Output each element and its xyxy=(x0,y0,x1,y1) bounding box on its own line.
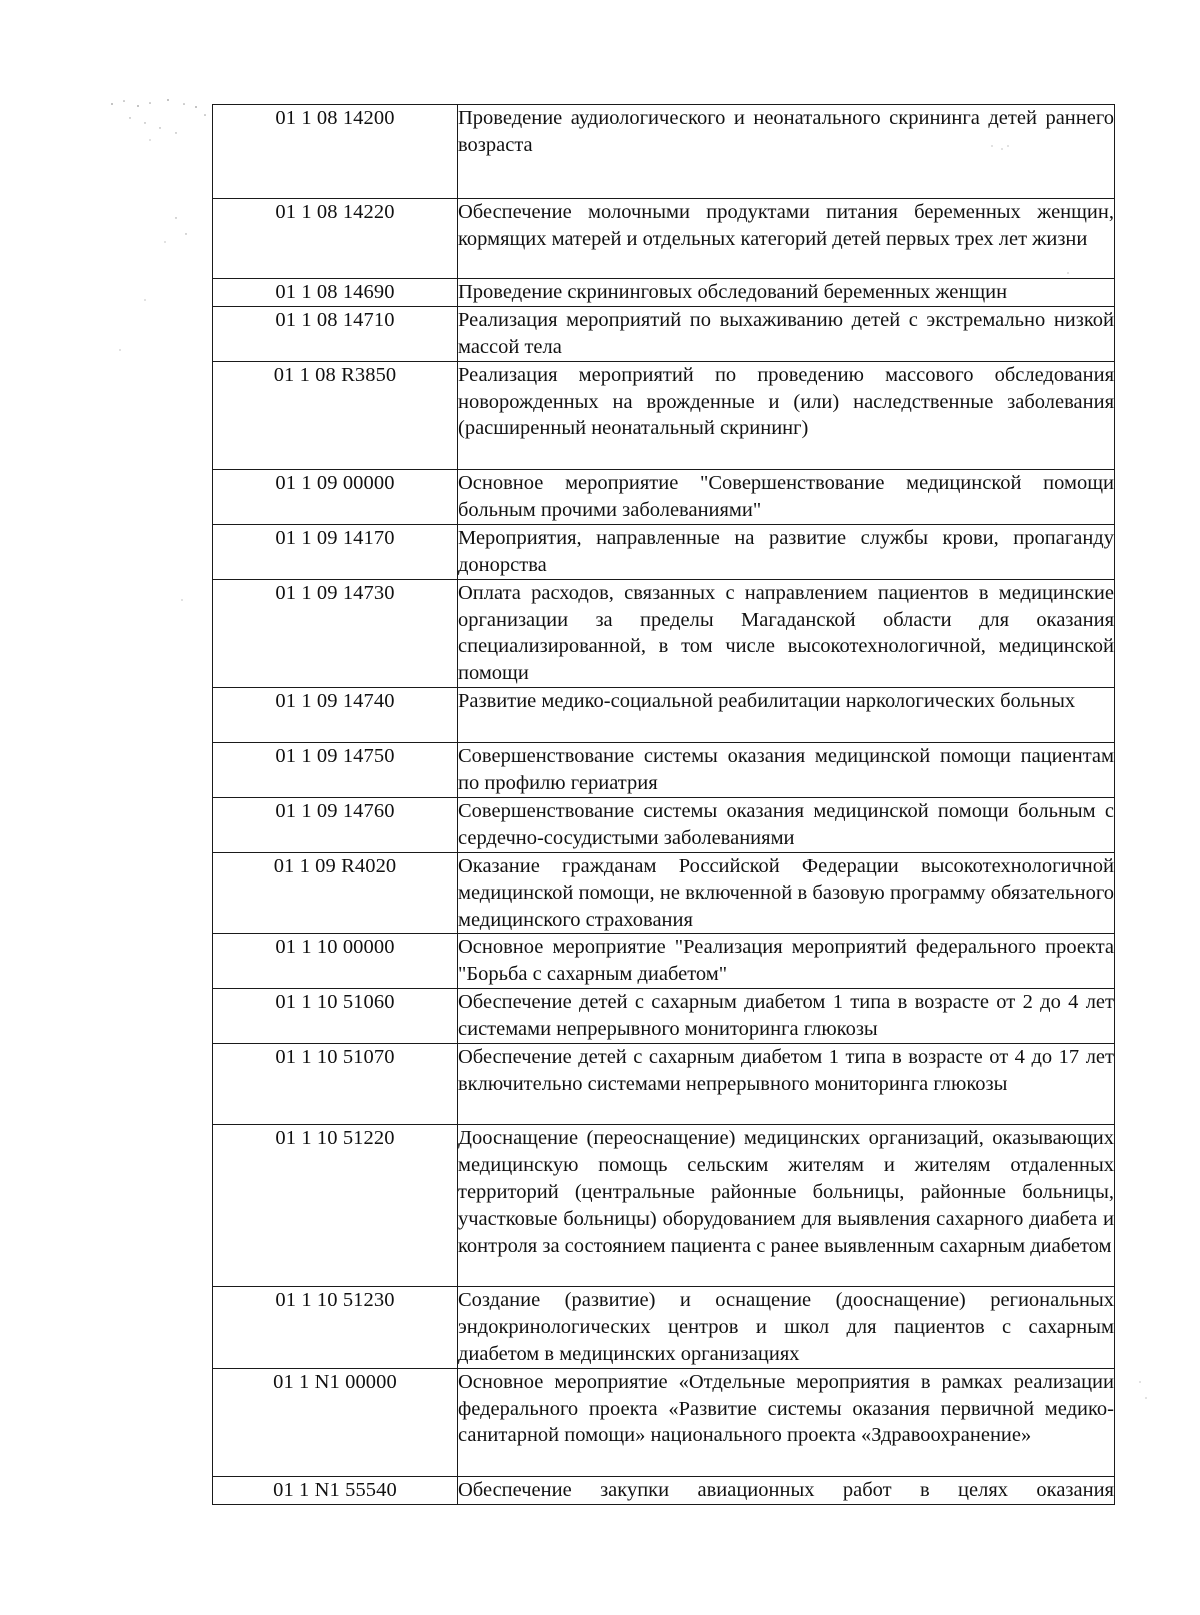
code-cell: 01 1 08 14690 xyxy=(213,279,458,307)
description-cell: Совершенствование системы оказания медицинской помощи больным с сердечно-сосудистыми заболеваниями xyxy=(458,797,1115,852)
classification-table xyxy=(212,104,1115,1505)
code-cell: 01 1 10 51060 xyxy=(213,989,458,1044)
code-cell: 01 1 10 51220 xyxy=(213,1125,458,1287)
code-cell: 01 1 N1 55540 xyxy=(213,1476,458,1504)
description-cell: Оплата расходов, связанных с направлением пациентов в медицинские организации за пределы Магаданской области для оказания специализированной, в том числе высокотехнологичной, медицинской помощи xyxy=(458,579,1115,687)
description-cell: Мероприятия, направленные на развитие службы крови, пропаганду донорства xyxy=(458,524,1115,579)
table-row xyxy=(213,524,1115,579)
description-cell: Реализация мероприятий по проведению массового обследования новорожденных на врожденные и (или) наследственные заболевания (расширенный неонатальный скрининг) xyxy=(458,361,1115,469)
table-row xyxy=(213,1125,1115,1287)
code-cell: 01 1 09 14730 xyxy=(213,579,458,687)
table-row xyxy=(213,742,1115,797)
description-cell: Проведение аудиологического и неонатального скрининга детей раннего возраста xyxy=(458,105,1115,199)
description-cell: Развитие медико-социальной реабилитации наркологических больных xyxy=(458,687,1115,742)
code-cell: 01 1 10 00000 xyxy=(213,934,458,989)
table-row xyxy=(213,1368,1115,1476)
code-cell: 01 1 09 14750 xyxy=(213,742,458,797)
code-cell: 01 1 09 R4020 xyxy=(213,852,458,933)
table-row xyxy=(213,1287,1115,1368)
code-cell: 01 1 10 51230 xyxy=(213,1287,458,1368)
description-cell: Обеспечение закупки авиационных работ в целях оказания xyxy=(458,1476,1115,1504)
code-cell: 01 1 09 14760 xyxy=(213,797,458,852)
description-cell: Создание (развитие) и оснащение (дооснащение) региональных эндокринологических центров и школ для пациентов с сахарным диабетом в медицинских организациях xyxy=(458,1287,1115,1368)
code-cell: 01 1 10 51070 xyxy=(213,1044,458,1125)
code-cell: 01 1 08 R3850 xyxy=(213,361,458,469)
table-row xyxy=(213,797,1115,852)
table-row xyxy=(213,989,1115,1044)
table-row xyxy=(213,199,1115,279)
table-row xyxy=(213,279,1115,307)
description-cell: Основное мероприятие «Отдельные мероприятия в рамках реализации федерального проекта «Развитие системы оказания первичной медико-санитарной помощи» национального проекта «Здравоохранение» xyxy=(458,1368,1115,1476)
code-cell: 01 1 09 14170 xyxy=(213,524,458,579)
description-cell: Обеспечение детей с сахарным диабетом 1 типа в возрасте от 2 до 4 лет системами непрерывного мониторинга глюкозы xyxy=(458,989,1115,1044)
description-cell: Реализация мероприятий по выхаживанию детей с экстремально низкой массой тела xyxy=(458,306,1115,361)
description-cell: Оказание гражданам Российской Федерации высокотехнологичной медицинской помощи, не включенной в базовую программу обязательного медицинского страхования xyxy=(458,852,1115,933)
code-cell: 01 1 08 14200 xyxy=(213,105,458,199)
description-cell: Обеспечение молочными продуктами питания беременных женщин, кормящих матерей и отдельных категорий детей первых трех лет жизни xyxy=(458,199,1115,279)
table-row xyxy=(213,105,1115,199)
table-row xyxy=(213,361,1115,469)
description-cell: Совершенствование системы оказания медицинской помощи пациентам по профилю гериатрия xyxy=(458,742,1115,797)
table-row xyxy=(213,579,1115,687)
code-cell: 01 1 08 14710 xyxy=(213,306,458,361)
description-cell: Проведение скрининговых обследований беременных женщин xyxy=(458,279,1115,307)
table-row xyxy=(213,306,1115,361)
description-cell: Дооснащение (переоснащение) медицинских организаций, оказывающих медицинскую помощь сельским жителям и жителям отдаленных территорий (центральные районные больницы, районные больницы, участковые больницы) оборудованием для выявления сахарного диабета и контроля за состоянием пациента с ранее выявленным сахарным диабетом xyxy=(458,1125,1115,1287)
description-cell: Обеспечение детей с сахарным диабетом 1 типа в возрасте от 4 до 17 лет включительно системами непрерывного мониторинга глюкозы xyxy=(458,1044,1115,1125)
code-cell: 01 1 09 00000 xyxy=(213,469,458,524)
code-cell: 01 1 09 14740 xyxy=(213,687,458,742)
table-row xyxy=(213,469,1115,524)
description-cell: Основное мероприятие "Совершенствование медицинской помощи больным прочими заболеваниями" xyxy=(458,469,1115,524)
description-cell: Основное мероприятие "Реализация мероприятий федерального проекта "Борьба с сахарным диабетом" xyxy=(458,934,1115,989)
table-row xyxy=(213,852,1115,933)
table-row xyxy=(213,1044,1115,1125)
code-cell: 01 1 08 14220 xyxy=(213,199,458,279)
table-row xyxy=(213,934,1115,989)
code-cell: 01 1 N1 00000 xyxy=(213,1368,458,1476)
table-row xyxy=(213,1476,1115,1504)
table-row xyxy=(213,687,1115,742)
